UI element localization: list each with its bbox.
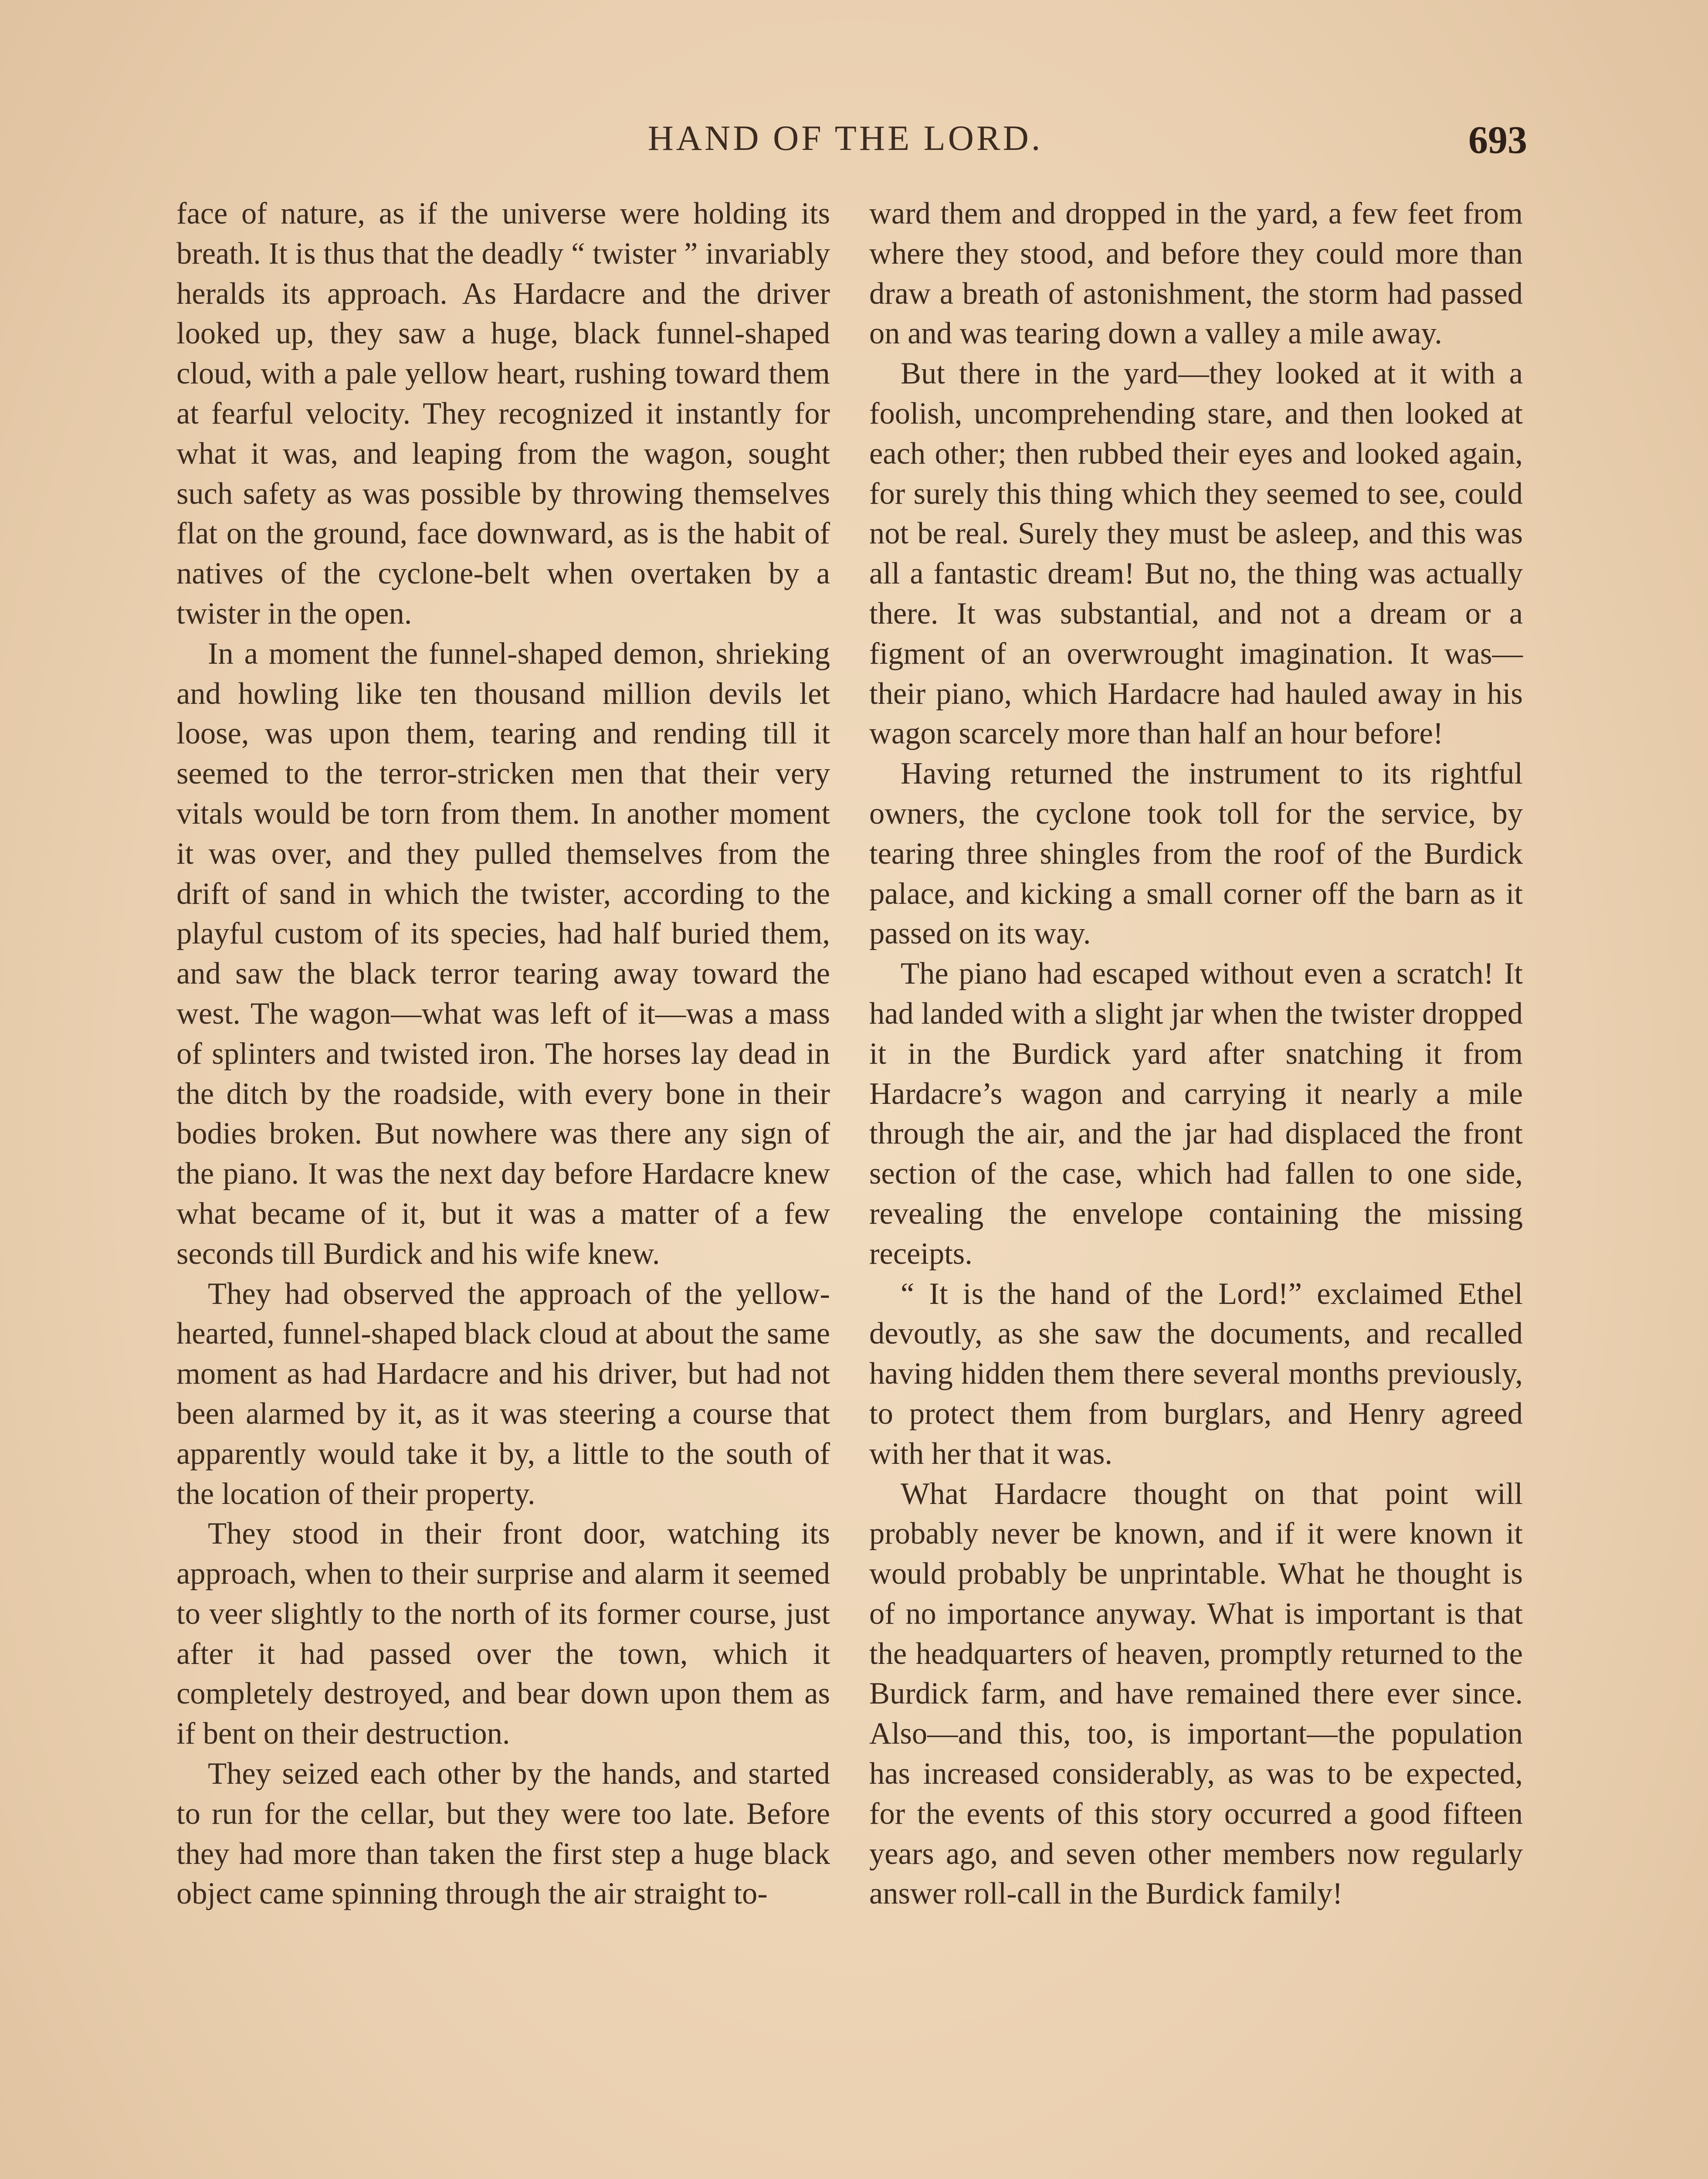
paragraph: ward them and dropped in the yard, a few feet from where they stood, and before they could more than draw a breath of astonishment, the storm had passed on and was tearing down a valley a mile away.: [869, 197, 1523, 351]
paragraph: What Hardacre thought on that point will probably never be known, and if it were known it would probably be unprintable. What he thought is of no importance anyway. What is important is that the headquarters of heaven, promptly returned to the Burdick farm, and have remained there ever since. Also—and this, too, is important—the population has increased considerably, as was to be expected, for the events of this story occurred a good fifteen years ago, and seven other members now regularly answer roll-call in the Burdick family!: [869, 1476, 1523, 1911]
page-number: 693: [1468, 119, 1527, 162]
paragraph: They stood in their front door, watching its approach, when to their surprise and alarm it seemed to veer slightly to the north of its former course, just after it had passed over the town, which it completely destroyed, and bear down upon them as if bent on their destruction.: [176, 1517, 830, 1751]
paragraph: Having returned the instrument to its rightful owners, the cyclone took toll for the service, by tearing three shingles from the roof of the Burdick palace, and kicking a small corner off the barn as it passed on its way.: [869, 757, 1523, 951]
paragraph: “ It is the hand of the Lord!” exclaimed Ethel devoutly, as she saw the documents, and recalled having hidden them there several months previously, to protect them from burglars, and Henry agreed with her that it was.: [869, 1276, 1523, 1471]
paragraph: In a moment the funnel-shaped demon, shrieking and howling like ten thousand million devils let loose, was upon them, tearing and rending till it seemed to the terror-stricken men that their very vitals would be torn from them. In another moment it was over, and they pulled themselves from the drift of sand in which the twister, according to the playful custom of its species, had half buried them, and saw the black terror tearing away toward the west. The wagon—what was left of it—was a mass of splinters and twisted iron. The horses lay dead in the ditch by the roadside, with every bone in their bodies broken. But nowhere was there any sign of the piano. It was the next day before Hardacre knew what became of it, but it was a matter of a few seconds till Burdick and his wife knew.: [176, 636, 830, 1271]
paragraph: They had observed the approach of the yellow-hearted, funnel-shaped black cloud at about the same moment as had Hardacre and his driver, but had not been alarmed by it, as it was steering a course that apparently would take it by, a little to the south of the location of their property.: [176, 1276, 830, 1511]
right-column: [869, 194, 1523, 1914]
running-header: HAND OF THE LORD.: [647, 118, 1043, 158]
paragraph: But there in the yard—they looked at it with a foolish, uncomprehending stare, and then looked at each other; then rubbed their eyes and looked again, for surely this thing which they seemed to see, could not be real. Surely they must be asleep, and this was all a fantastic dream! But no, the thing was actually there. It was substantial, and not a dream or a figment of an overwrought imagination. It was—their piano, which Hardacre had hauled away in his wagon scarcely more than half an hour before!: [869, 356, 1523, 751]
paragraph: The piano had escaped without even a scratch! It had landed with a slight jar when the twister dropped it in the Burdick yard after snatching it from Hardacre’s wagon and carrying it nearly a mile through the air, and the jar had displaced the front section of the case, which had fallen to one side, revealing the envelope containing the missing receipts.: [869, 957, 1523, 1271]
paragraph: face of nature, as if the universe were holding its breath. It is thus that the deadly “ twister ” invariably heralds its approach. As Hardacre and the driver looked up, they saw a huge, black funnel-shaped cloud, with a pale yellow heart, rushing toward them at fearful velocity. They recognized it instantly for what it was, and leaping from the wagon, sought such safety as was possible by throwing themselves flat on the ground, face downward, as is the habit of natives of the cyclone-belt when overtaken by a twister in the open.: [176, 197, 830, 631]
left-column: [176, 194, 830, 1914]
paragraph: They seized each other by the hands, and started to run for the cellar, but they were too late. Before they had more than taken the first step a huge black object came spinning through the air straight to-: [176, 1757, 830, 1911]
